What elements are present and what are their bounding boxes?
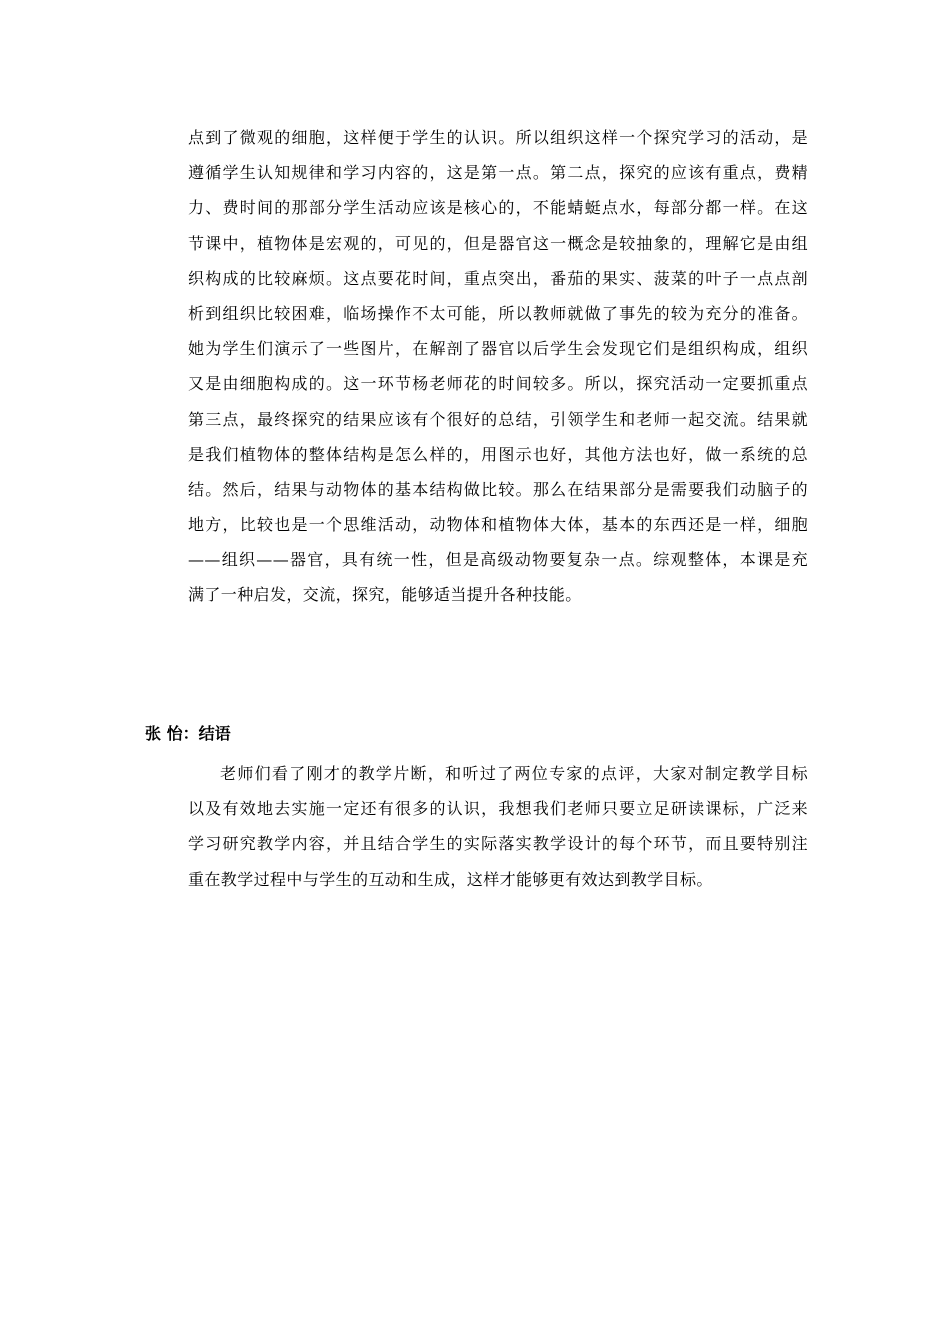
paragraph-line: 遵循学生认知规律和学习内容的，这是第一点。第二点，探究的应该有重点，费精 (188, 163, 808, 183)
paragraph-line: 学习研究教学内容，并且结合学生的实际落实教学设计的每个环节，而且要特别注 (188, 834, 808, 854)
paragraph-line: 析到组织比较困难，临场操作不太可能，所以教师就做了事先的较为充分的准备。 (188, 303, 808, 323)
paragraph-line: 是我们植物体的整体结构是怎么样的，用图示也好，其他方法也好，做一系统的总 (188, 444, 808, 464)
paragraph-line: 点到了微观的细胞，这样便于学生的认识。所以组织这样一个探究学习的活动，是 (188, 128, 808, 147)
paragraph-line: ——组织——器官，具有统一性，但是高级动物要复杂一点。综观整体，本课是充 (188, 550, 808, 570)
paragraph-line: 以及有效地去实施一定还有很多的认识，我想我们老师只要立足研读课标，广泛来 (188, 799, 808, 819)
commentary-paragraph (188, 120, 808, 613)
paragraph-line: 重在教学过程中与学生的互动和生成，这样才能够更有效达到教学目标。 (188, 869, 713, 889)
section-heading: 张 怡：结语 (145, 724, 231, 743)
paragraph-line: 织构成的比较麻烦。这点要花时间，重点突出，番茄的果实、菠菜的叶子一点点剖 (188, 268, 808, 288)
closing-paragraph (188, 756, 808, 897)
paragraph-line: 结。然后，结果与动物体的基本结构做比较。那么在结果部分是需要我们动脑子的 (188, 479, 808, 499)
paragraph-line: 力、费时间的那部分学生活动应该是核心的，不能蜻蜓点水，每部分都一样。在这 (188, 198, 808, 218)
paragraph-line: 地方，比较也是一个思维活动，动物体和植物体大体，基本的东西还是一样，细胞 (188, 515, 808, 535)
paragraph-line: 节课中，植物体是宏观的，可见的，但是器官这一概念是较抽象的，理解它是由组 (188, 233, 808, 253)
paragraph-line: 第三点，最终探究的结果应该有个很好的总结，引领学生和老师一起交流。结果就 (188, 409, 808, 429)
paragraph-line: 又是由细胞构成的。这一环节杨老师花的时间较多。所以，探究活动一定要抓重点 (188, 374, 808, 394)
paragraph-line: 满了一种启发，交流，探究，能够适当提升各种技能。 (188, 585, 582, 605)
paragraph-line: 她为学生们演示了一些图片，在解剖了器官以后学生会发现它们是组织构成，组织 (188, 339, 808, 359)
paragraph-line: 老师们看了刚才的教学片断，和听过了两位专家的点评，大家对制定教学目标 (220, 764, 808, 783)
